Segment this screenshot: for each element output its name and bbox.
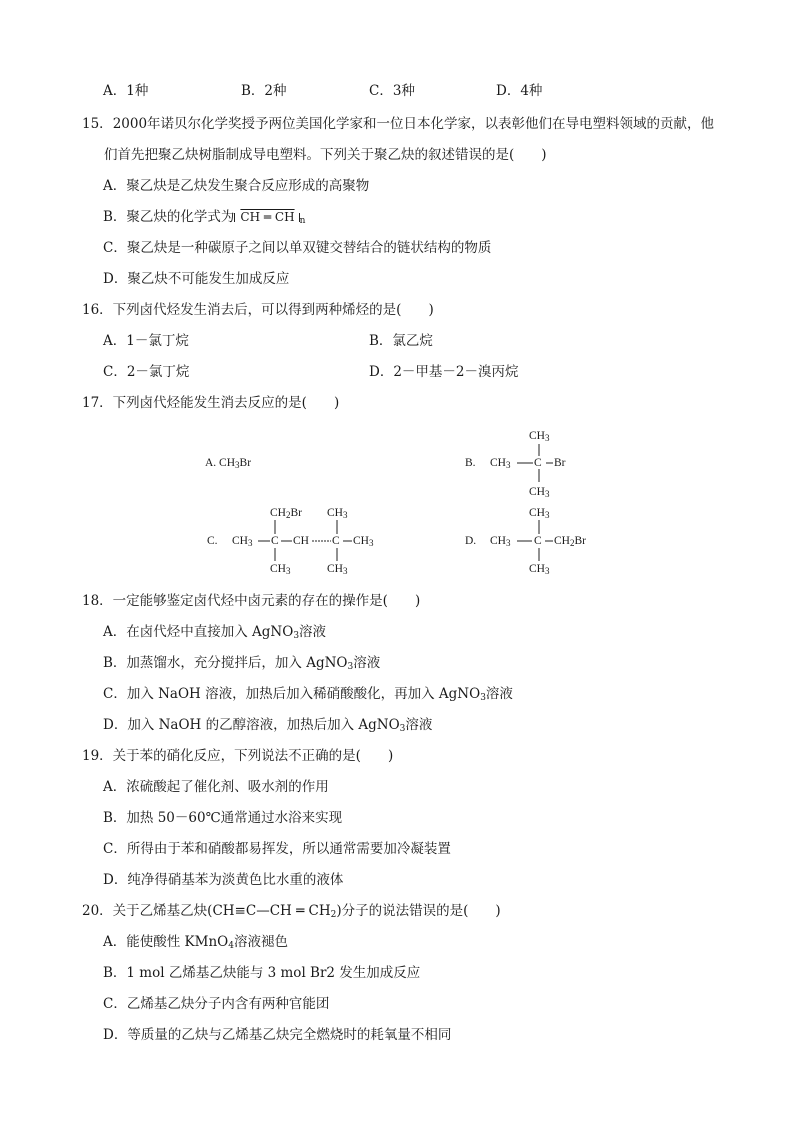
q18-d-pre: D．加入 NaOH 的乙醇溶液，加热后加入 AgNO <box>103 717 400 733</box>
q17-c-ch2br <box>270 506 302 520</box>
b-ch3-left-sub: 3 <box>505 460 511 470</box>
polyacetylene-formula <box>234 207 305 227</box>
d-ch3-left-ch: CH <box>490 535 506 547</box>
q20-option-b: B．1 mol 乙烯基乙炔能与 3 mol Br2 发生加成反应 <box>103 965 421 981</box>
q14-option-b: B．2种 <box>241 83 287 99</box>
c-ch3-top-ch: CH <box>327 507 343 519</box>
q19-option-c: C．所得由于苯和硝酸都易挥发，所以通常需要加冷凝装置 <box>103 841 451 857</box>
c-ch3-left-ch: CH <box>232 535 248 547</box>
b-ch3-top-sub: 3 <box>544 433 550 443</box>
c-ch3-b1-ch: CH <box>270 563 286 575</box>
q17-b-label: B. <box>465 457 476 469</box>
c-ch2br-br: Br <box>290 507 302 519</box>
q15-stem1: 2000年诺贝尔化学奖授予两位美国化学家和一位日本化学家，以表彰他们在导电塑料领域的贡献，他 <box>112 116 715 132</box>
q17-a-label: A. CH <box>205 457 236 469</box>
q15-stem-line2: 们首先把聚乙炔树脂制成导电塑料。下列关于聚乙炔的叙述错误的是( ) <box>104 147 547 163</box>
d-ch3-top-sub: 3 <box>544 510 550 520</box>
q17-d-ch2br <box>554 534 586 548</box>
q17-b-carbon: C <box>534 457 542 469</box>
q18-option-d <box>103 715 432 735</box>
q14-option-c: C．3种 <box>369 83 415 99</box>
q17-c-ch: CH <box>293 535 309 547</box>
q15-stem-line1 <box>82 114 714 134</box>
b-ch3-top-ch: CH <box>529 430 545 442</box>
q20-a-sub: 4 <box>228 941 234 951</box>
q15-option-b-text: B．聚乙炔的化学式为 <box>103 209 235 225</box>
q19-option-a: A．浓硫酸起了催化剂、吸水剂的作用 <box>103 779 329 795</box>
q17-c-ch3-right <box>353 534 373 548</box>
polyacetylene-repeat-unit: CH ═ CH <box>240 210 295 224</box>
q17-d-ch3-left <box>490 534 510 548</box>
c-ch2br-ch: CH <box>270 507 286 519</box>
b-ch3-left-ch: CH <box>490 457 506 469</box>
q17-option-a <box>205 456 251 470</box>
q20-option-a <box>103 932 288 952</box>
c-ch3-right-ch: CH <box>353 535 369 547</box>
q17-c-ch3-top <box>327 506 347 520</box>
q17-b-ch3-top <box>529 429 549 443</box>
b-ch3-bottom-sub: 3 <box>544 489 550 499</box>
q18-option-b <box>103 653 380 673</box>
q20-stem-sub: 2 <box>330 910 337 920</box>
q18-c-sub: 3 <box>480 693 486 703</box>
q17-stem: 17．下列卤代烃能发生消去反应的是( ) <box>82 395 340 411</box>
q20-a-pre: A．能使酸性 KMnO <box>103 934 229 950</box>
d-ch3-bottom-ch: CH <box>529 563 545 575</box>
polyacetylene-n: n <box>299 216 306 226</box>
d-ch3-bottom-sub: 3 <box>544 566 550 576</box>
q20-stem <box>82 901 501 921</box>
q20-option-d: D．等质量的乙炔与乙烯基乙炔完全燃烧时的耗氧量不相同 <box>103 1027 452 1043</box>
q19-stem: 19．关于苯的硝化反应，下列说法不正确的是( ) <box>82 748 394 764</box>
q15-option-a: A．聚乙炔是乙炔发生聚合反应形成的高聚物 <box>103 178 370 194</box>
q17-d-ch3-top <box>529 506 549 520</box>
q20-stem-pre: 20．关于乙烯基乙炔(CH≡C—CH ═ CH <box>82 903 331 919</box>
q17-b-ch3-left <box>490 456 510 470</box>
q20-option-c: C．乙烯基乙炔分子内含有两种官能团 <box>103 996 330 1012</box>
q20-a-post: 溶液褪色 <box>233 934 288 950</box>
q16-stem: 16．下列卤代烃发生消去后，可以得到两种烯烃的是( ) <box>82 302 434 318</box>
q18-b-sub: 3 <box>347 662 354 672</box>
q18-stem: 18．一定能够鉴定卤代烃中卤元素的存在的操作是( ) <box>82 593 421 609</box>
q17-c-label: C. <box>207 535 218 547</box>
q17-c-ch3-left <box>232 534 252 548</box>
q18-a-sub: 3 <box>293 631 300 641</box>
q20-stem-post: )分子的说法错误的是( ) <box>336 903 501 919</box>
d-ch2br-sub: 2 <box>569 538 575 548</box>
c-ch3-right-sub: 3 <box>368 538 374 548</box>
c-ch3-left-sub: 3 <box>247 538 253 548</box>
d-ch3-top-ch: CH <box>529 507 545 519</box>
q18-d-post: 溶液 <box>405 717 433 733</box>
q17-b-br: Br <box>554 457 566 469</box>
q19-option-b: B．加热 50－60℃通常通过水浴来实现 <box>103 810 343 826</box>
q16-option-c: C．2－氯丁烷 <box>103 364 190 380</box>
q17-d-carbon: C <box>534 535 542 547</box>
c-ch2br-sub: 2 <box>285 510 291 520</box>
q18-b-pre: B．加蒸馏水，充分搅拌后，加入 AgNO <box>103 655 348 671</box>
c-ch3-b2-ch: CH <box>327 563 343 575</box>
c-ch3-b2-sub: 3 <box>342 566 348 576</box>
q15-option-d: D．聚乙炔不可能发生加成反应 <box>103 271 290 287</box>
q18-c-pre: C．加入 NaOH 溶液，加热后加入稀硝酸酸化，再加入 AgNO <box>103 686 481 702</box>
q17-d-label: D. <box>465 535 477 547</box>
q16-option-b: B．氯乙烷 <box>369 333 433 349</box>
q17-c-ch3-bottom2 <box>327 562 347 576</box>
c-ch3-b1-sub: 3 <box>285 566 291 576</box>
q18-a-post: 溶液 <box>299 624 327 640</box>
q14-option-a: A．1种 <box>103 83 149 99</box>
d-ch2br-ch: CH <box>554 535 570 547</box>
q18-a-pre: A．在卤代烃中直接加入 AgNO <box>103 624 294 640</box>
q17-d-ch3-bottom <box>529 562 549 576</box>
q18-option-a <box>103 622 326 642</box>
q18-b-post: 溶液 <box>353 655 381 671</box>
q14-option-d: D．4种 <box>496 83 543 99</box>
q17-c-carbon2: C <box>332 535 340 547</box>
q17-a-sub: 3 <box>235 460 240 470</box>
q19-option-d: D．纯净得硝基苯为淡黄色比水重的液体 <box>103 872 344 888</box>
c-ch3-top-sub: 3 <box>342 510 348 520</box>
q16-option-a: A．1－氯丁烷 <box>103 333 189 349</box>
q17-b-ch3-bottom <box>529 485 549 499</box>
q17-c-carbon1: C <box>271 535 279 547</box>
q18-option-c <box>103 684 513 704</box>
d-ch3-left-sub: 3 <box>505 538 511 548</box>
d-ch2br-br: Br <box>574 535 586 547</box>
q17-c-ch3-bottom1 <box>270 562 290 576</box>
b-ch3-bottom-ch: CH <box>529 486 545 498</box>
q18-d-sub: 3 <box>399 724 406 734</box>
q15-number: 15． <box>82 116 113 132</box>
q16-option-d: D．2－甲基－2－溴丙烷 <box>369 364 519 380</box>
q15-option-c: C．聚乙炔是一种碳原子之间以单双键交替结合的链状结构的物质 <box>103 240 492 256</box>
q17-a-tail: Br <box>239 457 252 469</box>
q18-c-post: 溶液 <box>485 686 513 702</box>
q15-option-b <box>103 207 305 227</box>
